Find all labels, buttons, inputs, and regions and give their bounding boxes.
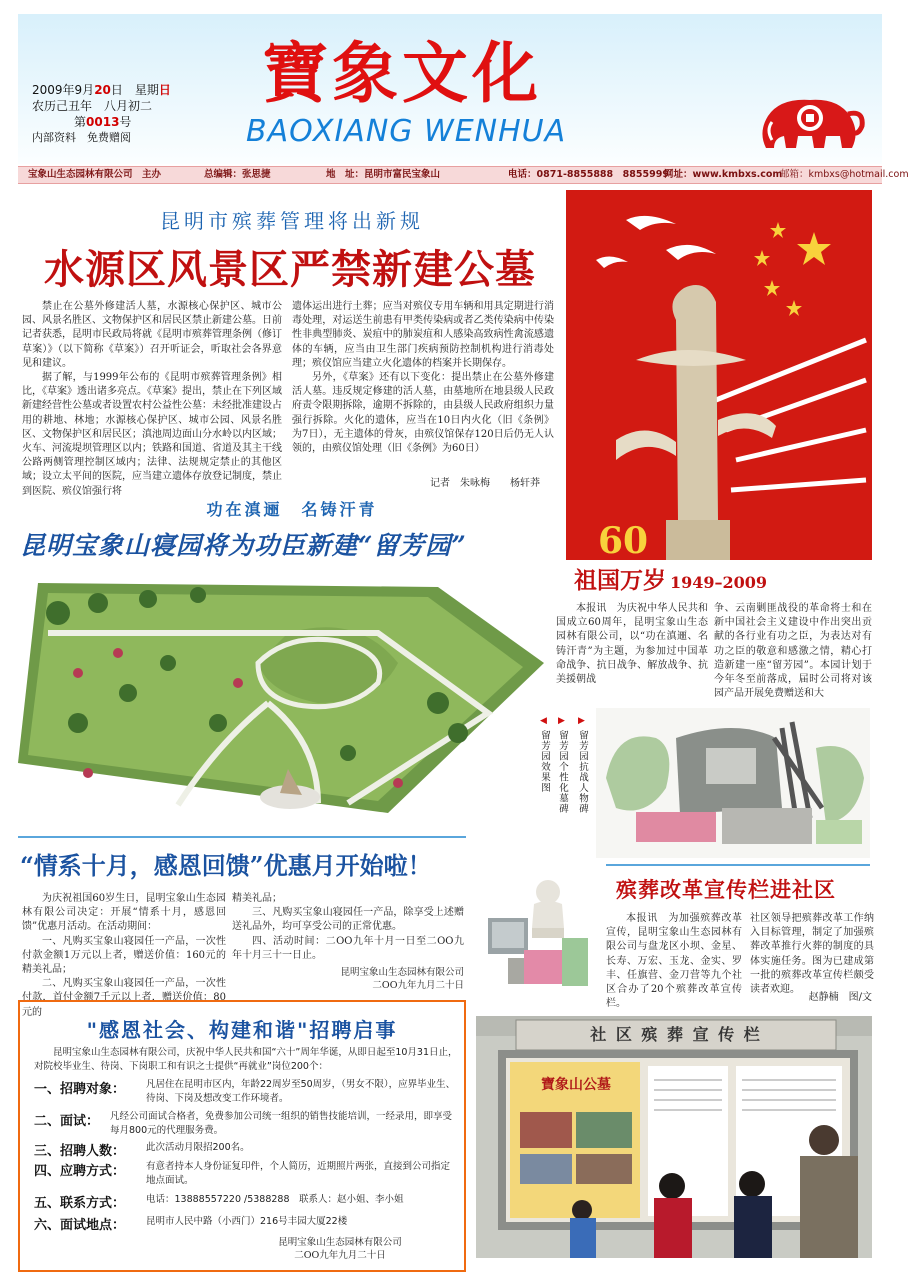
paragraph: 一、凡购买宝象山寝园任一产品，一次性付款金额1万元以上者，赠送价值：160元的精美礼品； [22, 935, 226, 976]
article1-headline: 水源区风景区严禁新建公墓 [44, 246, 536, 293]
caption-war-monument: 留芳园抗战人物碑 [577, 730, 588, 814]
editor: 总编辑：张思捷 [204, 169, 271, 180]
recruit-item-text: 昆明市人民中路（小西门）216号丰园大厦22楼 [146, 1216, 348, 1227]
board-title: 社 区 殡 葬 宣 传 栏 [590, 1025, 762, 1044]
community-board-photo [476, 1016, 872, 1258]
liufang-garden-rendering [18, 573, 546, 821]
phone: 电话：0871-8855888 8855999 [508, 169, 669, 180]
caption-rendering: 留芳园效果图 [539, 730, 550, 793]
article2-subtitle: 功在滇逦 名铸汗青 [206, 500, 378, 519]
article4-column-2 [750, 912, 874, 996]
article3-headline: “情系十月，感恩回馈”优惠月开始啦！ [20, 851, 432, 880]
paragraph: 另外，《草案》还有以下变化：提出禁止在公墓外修建活人墓。违反规定修建的活人墓，由墓地所在地县级人民政府责令限期拆除，逾期不拆除的，由县级人民政府组织力量强行拆除。火化的遗体，应当在10日内火化（旧《条例》为7日），无主遗体的骨灰，由殡仪馆保存120日后仍无人认领的，由殡仪馆处理（旧《条例》为60日） [292, 372, 554, 455]
article4-column-1 [606, 912, 742, 1010]
recruit-item-head: 一、招聘对象： [34, 1082, 126, 1097]
issue-info: 2009年9月20日 星期日 农历己丑年 八月初二 第0013号 内部资料 免费赠阅 [32, 83, 171, 144]
caption-marker-icon: ◀ [540, 716, 547, 726]
signature-date: 二OO九年九月二十日 [372, 980, 464, 991]
garden-illustration [18, 573, 546, 821]
article2-column-2 [714, 602, 872, 700]
article1-subtitle: 昆明市殡葬管理将出新规 [160, 209, 424, 233]
recruit-item-text: 凡经公司面试合格者，免费参加公司统一组织的销售技能培训，一经录用，即享受每月800元的代理服务费。 [110, 1111, 453, 1136]
newspaper-title-roman: BAOXIANG WENHUA [246, 114, 567, 149]
publisher: 宝象山生态园林有限公司 主办 [28, 169, 162, 180]
article2-headline: 昆明宝象山寝园将为功臣新建“留芳园” [20, 531, 467, 560]
bust-monument-photo [478, 858, 600, 998]
paragraph: 四、活动时间：二OO九年十月一日至二OO九年十月三十一日止。 [232, 935, 464, 961]
article4-byline: 赵静楠 图/文 [808, 992, 872, 1003]
bust-illustration [478, 858, 600, 998]
recruit-item-text: 凡居住在昆明市区内，年龄22周岁至50周岁，（男女不限），应界毕业生、待岗、下岗及想改变工作环境者。 [146, 1079, 456, 1104]
recruitment-title: "感恩社会、构建和谐"招聘启事 [86, 1018, 398, 1042]
paragraph: 争、云南剿匪战役的革命将士和在新中国社会主义建设中作出突出贡献的各行业有功之臣，为表达对有功之臣的敬意和感激之情，精心打造新建一座“留芳园”。本园计划于今年冬至前落成，届时公司将对该园产品开展免费赠送和大 [714, 603, 872, 700]
address: 地 址：昆明市富民宝象山 [326, 169, 441, 180]
recruit-item-head: 四、应聘方式： [34, 1164, 126, 1179]
elephant-logo-icon [752, 92, 868, 156]
poster-sixty: 60 [598, 520, 649, 562]
recruit-item-head: 二、面试： [34, 1114, 100, 1129]
paragraph: 为庆祝祖国60岁生日，昆明宝象山生态园林有限公司决定：开展“情系十月，感恩回馈”优惠月活动。在活动期间： [22, 893, 226, 933]
article3-signature [250, 966, 464, 992]
paragraph: 三、凡购买宝象山寝园任一产品，除享受上述赠送礼品外，均可享受公司的正常优惠。 [232, 907, 464, 933]
caption-headstone: 留芳园个性化墓碑 [557, 730, 568, 814]
recruit-item-text: 有意者持本人身份证复印件，个人简历，近期照片两张，直接到公司指定地点面试。 [146, 1161, 451, 1186]
paragraph: 据了解，与1999年公布的《昆明市殡葬管理条例》相比，《草案》透出诸多亮点。《草案》提出，禁止在下列区域新建经营性公墓或者设置农村公益性公墓：未经批准建设占用的耕地、林地；水源核心保护区、城市公园、风景名胜区、文物保护区和居民区；滇池周边面山分水岭以内区域；火车、河流堤坝管理区以内；铁路和国道、省道及其主干线公路两侧管理控制区域内；法律、法规规定禁止的其他区域；设立太平间的医院，应当建立遗体存放登记制度，禁止到医院、殡仪馆强行将 [22, 372, 282, 497]
recruitment-intro: 昆明宝象山生态园林有限公司，庆祝中华人民共和国“六十”周年华诞，从即日起至10月31日止，对院校毕业生、待岗、下岗职工和有识之士提供“再就业”岗位200个： [34, 1047, 458, 1072]
poster-years: 1949–2009 [670, 573, 768, 592]
paragraph: 精美礼品； [232, 893, 282, 904]
monument-sketch [596, 708, 870, 858]
sketch-illustration [596, 708, 870, 858]
website[interactable]: 网址：www.kmbxs.com [664, 169, 783, 180]
recruit-item-head: 五、联系方式： [34, 1196, 126, 1211]
board-illustration [476, 1016, 872, 1258]
board-panel-title: 寶象山公墓 [541, 1077, 611, 1093]
article1-byline: 记者 朱咏梅 杨轩莽 [430, 478, 540, 489]
divider [18, 836, 466, 838]
signature-company: 昆明宝象山生态园林有限公司 [340, 967, 464, 978]
recruit-item-text: 电话：13888557220 /5388288 联系人：赵小姐、李小姐 [146, 1194, 404, 1205]
caption-marker-icon: ▶ [558, 716, 565, 726]
recruit-item-head: 三、招聘人数： [34, 1144, 126, 1159]
recruitment-signature [240, 1236, 440, 1262]
poster-slogan-text: 祖国万岁 [574, 567, 666, 594]
article1-column-1 [22, 300, 282, 497]
paragraph: 社区领导把殡葬改革工作纳入目标管理，制定了加强殡葬改革推行火葬的制度的具体实施任务。图为已建成第一批的殡葬改革宣传栏颇受读者欢迎。 [750, 913, 874, 996]
info-bar [18, 166, 909, 184]
paragraph: 二、凡购买宝象山寝园任一产品，一次性付款，首付金额7千元以上者，赠送价值：80元的 [22, 978, 226, 1018]
caption-marker-icon: ▶ [578, 716, 585, 726]
newspaper-title: 寶象文化 [262, 34, 542, 112]
article2-column-1 [556, 602, 708, 694]
recruit-item-head: 六、面试地点： [34, 1218, 126, 1233]
paragraph: 本报讯 为庆祝中华人民共和国成立60周年，昆明宝象山生态园林有限公司，以“功在滇逦、名铸汗青”为主题，为参加过中国革命战争、抗日战争、解放战争、抗美援朝战 [556, 603, 708, 686]
poster-slogan [574, 562, 874, 595]
signature-company: 昆明宝象山生态园林有限公司 [278, 1237, 402, 1248]
recruit-item-text: 此次活动月限招200名。 [146, 1142, 250, 1153]
email[interactable]: 邮箱：kmbxs@hotmail.com [780, 169, 909, 180]
signature-date: 二OO九年九月二十日 [294, 1250, 386, 1261]
paragraph: 禁止在公墓外修建活人墓，水源核心保护区、城市公园、风景名胜区、文物保护区和居民区禁止新建公墓。日前记者获悉，昆明市民政局将就《昆明市殡葬管理条例（修订草案）》（以下简称《草案》）召开听证会，听取社会各界意见和建议。 [22, 301, 282, 369]
article4-headline: 殡葬改革宣传栏进社区 [616, 877, 836, 902]
article3-column-2 [232, 892, 464, 961]
article1-column-2 [292, 300, 554, 472]
paragraph: 本报讯 为加强殡葬改革宣传，昆明宝象山生态园林有限公司与盘龙区小坝、金星、长寿、万宏、玉龙、金实、罗丰、任旗营、金刀营等九个社区合办了20个殡葬改革宣传栏。 [606, 913, 742, 1010]
article3-column-1 [22, 892, 226, 1018]
paragraph: 遗体运出进行土葬；应当对殡仪专用车辆和用具定期进行消毒处理，对运送生前患有甲类传染病或者乙类传染病中传染性非典型肺炎、炭疽中的肺炭疽和人感染高致病性禽流感遗体的车辆，应当由卫生部门疾病预防控制机构进行消毒处理；殡仪馆应当建立火化遗体的档案并长期保存。 [292, 301, 554, 369]
